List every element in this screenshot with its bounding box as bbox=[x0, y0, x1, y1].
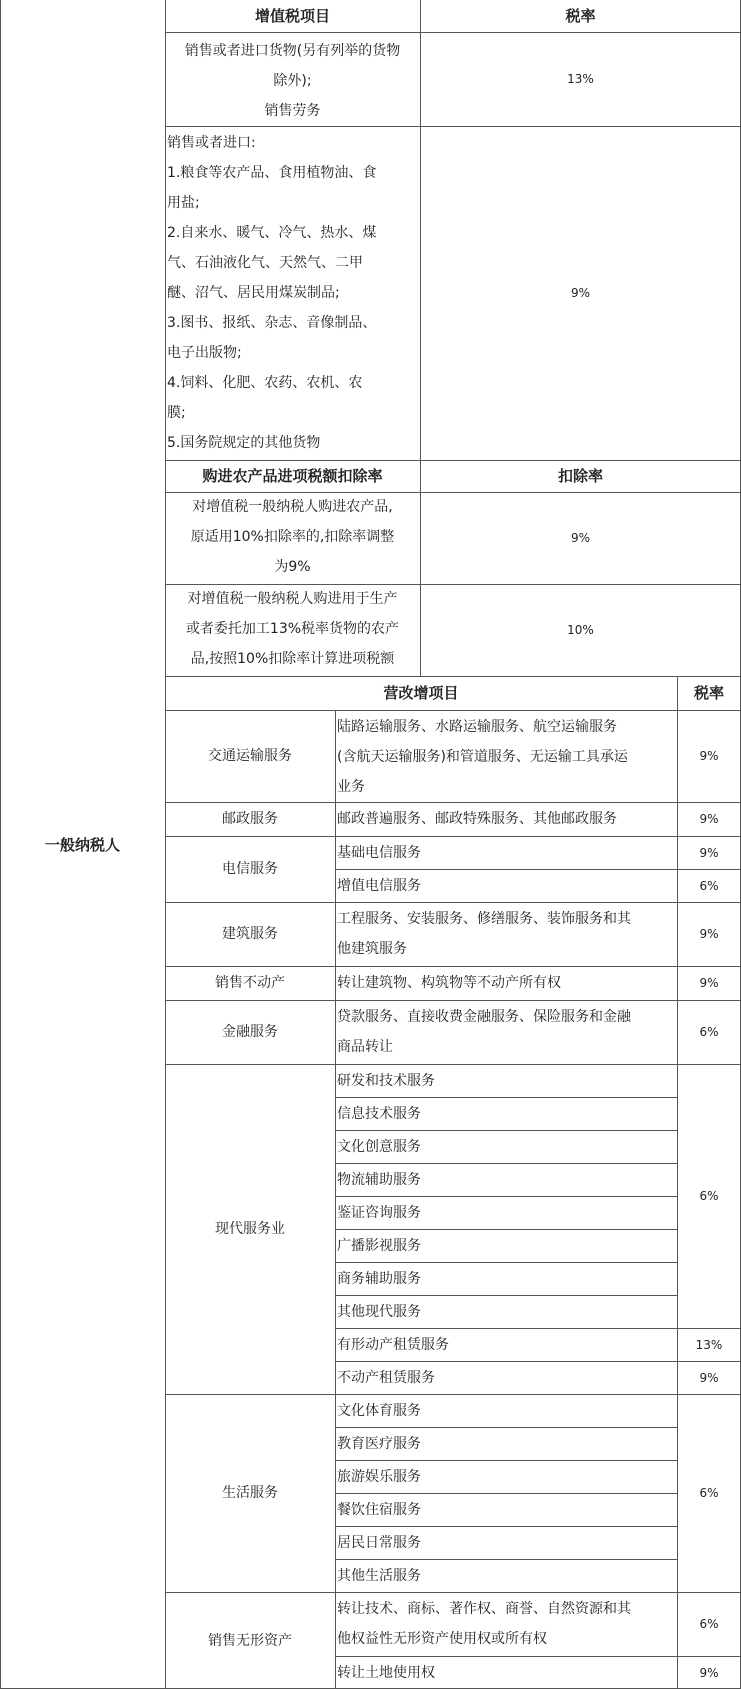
text-line: 陆路运输服务、水路运输服务、航空运输服务 bbox=[337, 719, 617, 735]
grid-line bbox=[335, 1295, 677, 1296]
vat-header-item: 增值税项目 bbox=[254, 7, 330, 25]
ygz-item: 其他现代服务 bbox=[337, 1303, 421, 1320]
deduction-row-rate: 9% bbox=[570, 531, 591, 545]
ygz-item: 物流辅助服务 bbox=[337, 1171, 421, 1188]
grid-line bbox=[165, 1000, 741, 1001]
text-line: 2.自来水、暖气、冷气、热水、煤 bbox=[167, 225, 377, 241]
text-line: 商品转让 bbox=[337, 1039, 393, 1055]
text-line: 4.饲料、化肥、农药、农机、农 bbox=[167, 375, 363, 391]
ygz-item: 餐饮住宿服务 bbox=[337, 1501, 421, 1518]
grid-line bbox=[0, 0, 1, 1689]
ygz-item: 研发和技术服务 bbox=[337, 1072, 435, 1089]
text-line: (含航天运输服务)和管道服务、无运输工具承运 bbox=[337, 749, 628, 765]
ygz-group-name: 生活服务 bbox=[222, 1485, 278, 1501]
text-line: 5.国务院规定的其他货物 bbox=[167, 435, 321, 451]
ygz-rate: 6% bbox=[699, 1025, 719, 1039]
ygz-item: 旅游娱乐服务 bbox=[337, 1468, 421, 1485]
grid-line bbox=[677, 676, 678, 1689]
text-line: 1.粮食等农产品、食用植物油、食 bbox=[167, 165, 377, 181]
ygz-rate: 6% bbox=[699, 878, 719, 893]
ygz-item: 鉴证咨询服务 bbox=[337, 1204, 421, 1221]
text-line: 电子出版物; bbox=[167, 345, 242, 361]
ygz-item: 有形动产租赁服务 bbox=[337, 1336, 449, 1353]
ygz-rate: 6% bbox=[699, 1486, 719, 1500]
text-line: 气、石油液化气、天然气、二甲 bbox=[167, 255, 363, 271]
ygz-group-name: 交通运输服务 bbox=[208, 748, 292, 764]
grid-line bbox=[335, 1656, 741, 1657]
text-line: 或者委托加工13%税率货物的农产 bbox=[185, 621, 400, 637]
text-line: 除外); bbox=[273, 73, 312, 89]
grid-line bbox=[165, 902, 741, 903]
grid-line bbox=[165, 0, 166, 1689]
grid-line bbox=[165, 1592, 741, 1593]
grid-line bbox=[335, 1427, 677, 1428]
text-line: 销售或者进口: bbox=[167, 135, 256, 151]
grid-line bbox=[335, 1526, 677, 1527]
grid-line bbox=[165, 1064, 741, 1065]
ygz-item bbox=[335, 712, 677, 800]
ygz-item: 广播影视服务 bbox=[337, 1237, 421, 1254]
ygz-header-rate: 税率 bbox=[693, 684, 724, 702]
grid-line bbox=[335, 869, 741, 870]
ygz-group-name: 销售不动产 bbox=[215, 975, 285, 991]
ygz-item bbox=[335, 1594, 677, 1654]
deduction-row-item bbox=[165, 584, 420, 676]
ygz-item: 文化创意服务 bbox=[337, 1138, 421, 1155]
grid-line bbox=[165, 584, 741, 585]
grid-line bbox=[165, 836, 741, 837]
ygz-group-name: 现代服务业 bbox=[215, 1221, 285, 1237]
grid-line bbox=[165, 32, 741, 33]
ygz-item: 邮政普遍服务、邮政特殊服务、其他邮政服务 bbox=[337, 811, 617, 827]
ygz-rate: 9% bbox=[699, 812, 719, 826]
ygz-rate: 9% bbox=[699, 1370, 719, 1385]
taxpayer-type-label: 一般纳税人 bbox=[44, 835, 120, 854]
ygz-item: 商务辅助服务 bbox=[337, 1270, 421, 1287]
text-line: 为9% bbox=[274, 559, 311, 575]
ygz-group-name: 金融服务 bbox=[222, 1024, 278, 1040]
grid-line bbox=[335, 1493, 677, 1494]
grid-line bbox=[165, 460, 741, 461]
text-line: 工程服务、安装服务、修缮服务、装饰服务和其 bbox=[337, 911, 631, 927]
text-line: 醚、沼气、居民用煤炭制品; bbox=[167, 285, 340, 301]
ygz-item: 基础电信服务 bbox=[337, 844, 421, 861]
ygz-rate: 6% bbox=[699, 1617, 719, 1631]
ygz-item bbox=[335, 904, 677, 964]
text-line: 原适用10%扣除率的,扣除率调整 bbox=[190, 529, 395, 545]
grid-line bbox=[335, 1097, 677, 1098]
text-line: 销售劳务 bbox=[264, 103, 321, 119]
deduction-row-rate: 10% bbox=[567, 623, 594, 637]
ygz-rate: 6% bbox=[699, 1189, 719, 1203]
ygz-item: 信息技术服务 bbox=[337, 1105, 421, 1122]
text-line: 转让技术、商标、著作权、商誉、自然资源和其 bbox=[337, 1601, 631, 1617]
grid-line bbox=[165, 802, 741, 803]
ygz-item: 教育医疗服务 bbox=[337, 1435, 421, 1452]
grid-line bbox=[165, 1394, 741, 1395]
grid-line bbox=[165, 966, 741, 967]
text-line: 对增值税一般纳税人购进用于生产 bbox=[187, 591, 398, 607]
ygz-item: 转让土地使用权 bbox=[337, 1664, 435, 1681]
grid-line bbox=[335, 1328, 741, 1329]
grid-line bbox=[335, 1262, 677, 1263]
ygz-item: 不动产租赁服务 bbox=[337, 1369, 435, 1386]
grid-line bbox=[335, 1196, 677, 1197]
grid-line bbox=[335, 1460, 677, 1461]
text-line: 膜; bbox=[167, 405, 186, 421]
grid-line bbox=[335, 1361, 741, 1362]
grid-line bbox=[420, 0, 421, 676]
grid-line bbox=[335, 1130, 677, 1131]
text-line: 贷款服务、直接收费金融服务、保险服务和金融 bbox=[337, 1009, 631, 1025]
text-line: 3.图书、报纸、杂志、音像制品、 bbox=[167, 315, 377, 331]
vat-row-rate: 13% bbox=[567, 72, 594, 86]
grid-line bbox=[335, 1559, 677, 1560]
ygz-rate: 9% bbox=[699, 749, 719, 763]
text-line: 用盐; bbox=[167, 195, 200, 211]
ygz-rate: 9% bbox=[699, 927, 719, 941]
ygz-item: 居民日常服务 bbox=[337, 1534, 421, 1551]
ygz-item: 增值电信服务 bbox=[337, 877, 421, 894]
ygz-header-item: 营改增项目 bbox=[383, 684, 459, 702]
vat-header-rate: 税率 bbox=[565, 7, 596, 25]
text-line: 品,按照10%扣除率计算进项税额 bbox=[190, 651, 395, 667]
vat-row-rate: 9% bbox=[570, 286, 591, 300]
ygz-item: 其他生活服务 bbox=[337, 1567, 421, 1584]
ygz-item: 转让建筑物、构筑物等不动产所有权 bbox=[337, 975, 561, 991]
ygz-rate: 9% bbox=[699, 1665, 719, 1680]
ygz-group-name: 销售无形资产 bbox=[208, 1632, 292, 1649]
grid-line bbox=[335, 1229, 677, 1230]
grid-line bbox=[335, 1163, 677, 1164]
vat-row-item bbox=[165, 34, 420, 124]
deduction-row-item bbox=[165, 492, 420, 584]
ygz-rate: 9% bbox=[699, 976, 719, 990]
ygz-item bbox=[335, 1002, 677, 1062]
ygz-group-name: 邮政服务 bbox=[222, 811, 278, 827]
text-line: 业务 bbox=[337, 779, 365, 795]
ygz-rate: 13% bbox=[695, 1337, 723, 1352]
ygz-rate: 9% bbox=[699, 845, 719, 860]
text-line: 对增值税一般纳税人购进农产品, bbox=[192, 499, 393, 515]
grid-line bbox=[165, 676, 741, 677]
vat-row-item bbox=[165, 128, 420, 460]
grid-line bbox=[165, 492, 741, 493]
ygz-group-name: 电信服务 bbox=[222, 861, 278, 877]
grid-line bbox=[165, 126, 741, 127]
ygz-item: 文化体育服务 bbox=[337, 1402, 421, 1419]
text-line: 他权益性无形资产使用权或所有权 bbox=[337, 1631, 547, 1647]
deduction-header-item: 购进农产品进项税额扣除率 bbox=[202, 467, 383, 485]
grid-line bbox=[335, 710, 336, 1689]
grid-line bbox=[165, 710, 741, 711]
ygz-group-name: 建筑服务 bbox=[222, 926, 278, 942]
text-line: 他建筑服务 bbox=[337, 941, 407, 957]
text-line: 销售或者进口货物(另有列举的货物 bbox=[184, 43, 401, 59]
deduction-header-rate: 扣除率 bbox=[557, 467, 603, 485]
